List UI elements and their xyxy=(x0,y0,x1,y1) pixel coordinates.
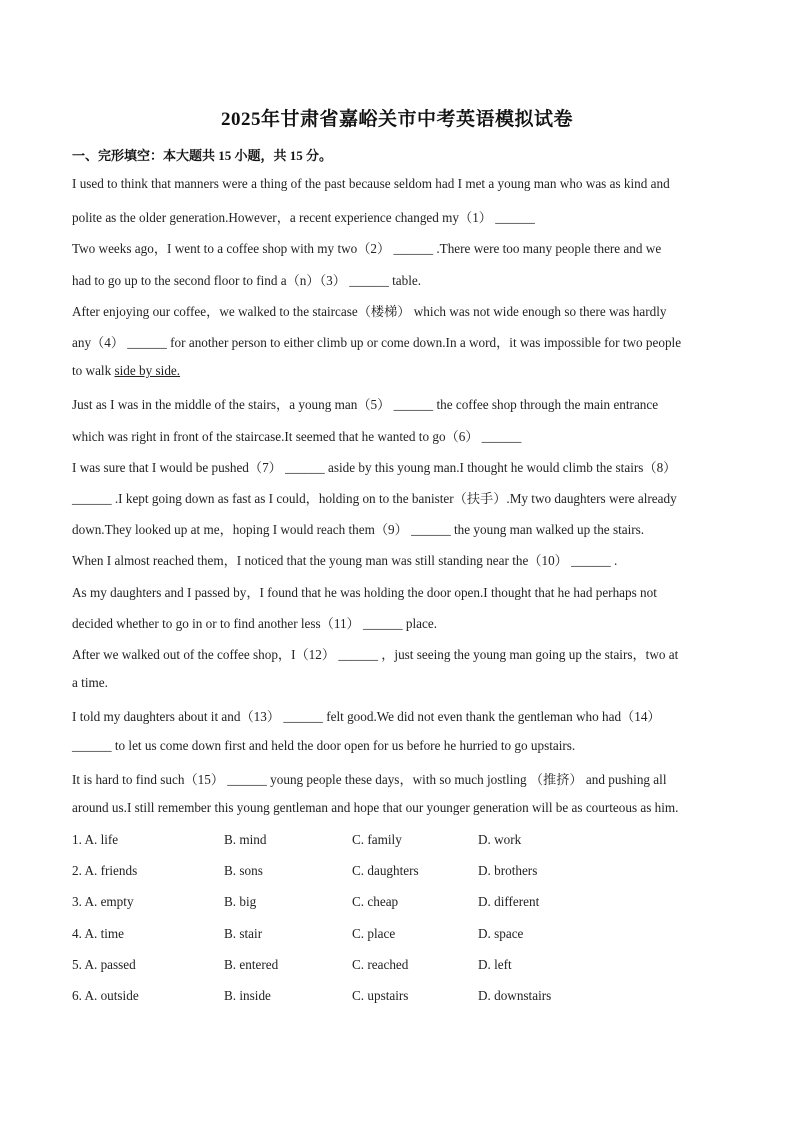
question-1-options xyxy=(72,832,722,852)
passage-text: a time. xyxy=(72,675,108,691)
option-a: 6. A. outside xyxy=(72,988,139,1003)
option-a: 5. A. passed xyxy=(72,956,136,972)
section-heading: 一、完形填空：本大题共 15 小题，共 15 分。 xyxy=(72,148,333,163)
question-3-options xyxy=(72,894,722,914)
page-title: 2025年甘肃省嘉峪关市中考英语模拟试卷 xyxy=(220,109,573,130)
option-d: D. different xyxy=(478,894,540,910)
passage-line xyxy=(72,550,617,569)
option-c: C. daughters xyxy=(352,863,419,879)
question-5-options xyxy=(72,957,722,977)
passage-line xyxy=(72,488,677,507)
passage-text: which was right in front of the staircase.It seemed that he wanted to go（6） ______ xyxy=(72,428,522,444)
question-6-options xyxy=(72,988,722,1008)
option-b: B. mind xyxy=(224,832,267,847)
option-d: D. work xyxy=(478,832,522,847)
passage-line xyxy=(72,238,661,257)
passage-line xyxy=(72,800,678,816)
passage-text: to walk xyxy=(72,363,115,379)
option-c: C. reached xyxy=(352,956,409,972)
option-d: D. downstairs xyxy=(478,988,552,1003)
passage-text: polite as the older generation.However，a recent experience changed my（1） ______ xyxy=(72,210,535,226)
passage-line xyxy=(72,738,575,754)
underlined-text: side by side. xyxy=(114,363,181,379)
passage-line xyxy=(72,519,644,538)
passage-line xyxy=(72,363,180,379)
passage-line xyxy=(72,176,670,192)
passage-line xyxy=(72,582,657,601)
option-d: D. brothers xyxy=(478,863,538,879)
passage-line xyxy=(72,394,658,413)
option-b: B. sons xyxy=(224,863,263,879)
passage-text: decided whether to go in or to find another less（11） ______ place. xyxy=(72,615,438,631)
passage-line xyxy=(72,332,681,351)
option-b: B. stair xyxy=(224,925,263,941)
passage-text: any（4） ______ for another person to either climb up or come down.In a word，it was impossible for two people xyxy=(72,335,682,350)
passage-line xyxy=(72,426,521,445)
passage-line xyxy=(72,769,666,788)
option-d: D. left xyxy=(478,956,512,972)
option-b: B. big xyxy=(224,894,257,910)
passage-line xyxy=(72,644,678,663)
passage-text: I used to think that manners were a thing of the past because seldom had I met a young man who was as kind and xyxy=(72,176,670,191)
passage-text: After we walked out of the coffee shop，I（12） ______ ，just seeing the young man going up the stairs，two at xyxy=(72,647,679,662)
passage-text: around us.I still remember this young gentleman and hope that our younger generation will be as courteous as him. xyxy=(72,800,679,815)
passage-text: ______ .I kept going down as fast as I could，holding on to the banister（扶手）.My two daughters were already xyxy=(72,491,677,506)
passage-line xyxy=(72,706,661,725)
option-c: C. cheap xyxy=(352,894,399,910)
option-a: 2. A. friends xyxy=(72,863,138,879)
question-2-options xyxy=(72,863,722,883)
passage-line xyxy=(72,270,421,289)
passage-text: had to go up to the second floor to find a（n）（3） ______ table. xyxy=(72,272,422,288)
question-4-options xyxy=(72,926,722,946)
passage-text: Two weeks ago，I went to a coffee shop with my two（2） ______ .There were too many people there and we xyxy=(72,241,662,257)
passage-line xyxy=(72,613,437,632)
option-b: B. inside xyxy=(224,988,271,1003)
option-a: 1. A. life xyxy=(72,832,119,847)
passage-text: down.They looked up at me，hoping I would reach them（9） ______ the young man walked up the stairs. xyxy=(72,522,645,538)
passage-line xyxy=(72,207,535,226)
passage-text: As my daughters and I passed by，I found that he was holding the door open.I thought that he had perhaps not xyxy=(72,584,657,600)
option-c: C. family xyxy=(352,832,402,847)
passage-line xyxy=(72,301,667,320)
option-b: B. entered xyxy=(224,956,279,972)
option-a: 4. A. time xyxy=(72,925,125,941)
option-c: C. place xyxy=(352,925,396,941)
passage-text: I told my daughters about it and（13） ______ felt good.We did not even thank the gentleman who had（14） xyxy=(72,709,661,725)
passage-text: After enjoying our coffee，we walked to the staircase（楼梯） which was not wide enough so there was hardly xyxy=(72,303,667,319)
option-c: C. upstairs xyxy=(352,988,409,1003)
passage-text: Just as I was in the middle of the stairs，a young man（5） ______ the coffee shop through the main entrance xyxy=(72,397,659,413)
passage-line xyxy=(72,675,108,691)
passage-text: It is hard to find such（15） ______ young people these days，with so much jostling （推挤） and pushing all xyxy=(72,771,667,787)
passage-text: When I almost reached them，I noticed that the young man was still standing near the（10） ______ . xyxy=(72,553,618,569)
passage-line xyxy=(72,457,676,476)
option-a: 3. A. empty xyxy=(72,894,134,910)
passage-text: ______ to let us come down first and held the door open for us before he hurried to go upstairs. xyxy=(72,737,576,753)
option-d: D. space xyxy=(478,925,524,941)
passage-text: I was sure that I would be pushed（7） ______ aside by this young man.I thought he would climb the stairs（8） xyxy=(72,459,677,475)
